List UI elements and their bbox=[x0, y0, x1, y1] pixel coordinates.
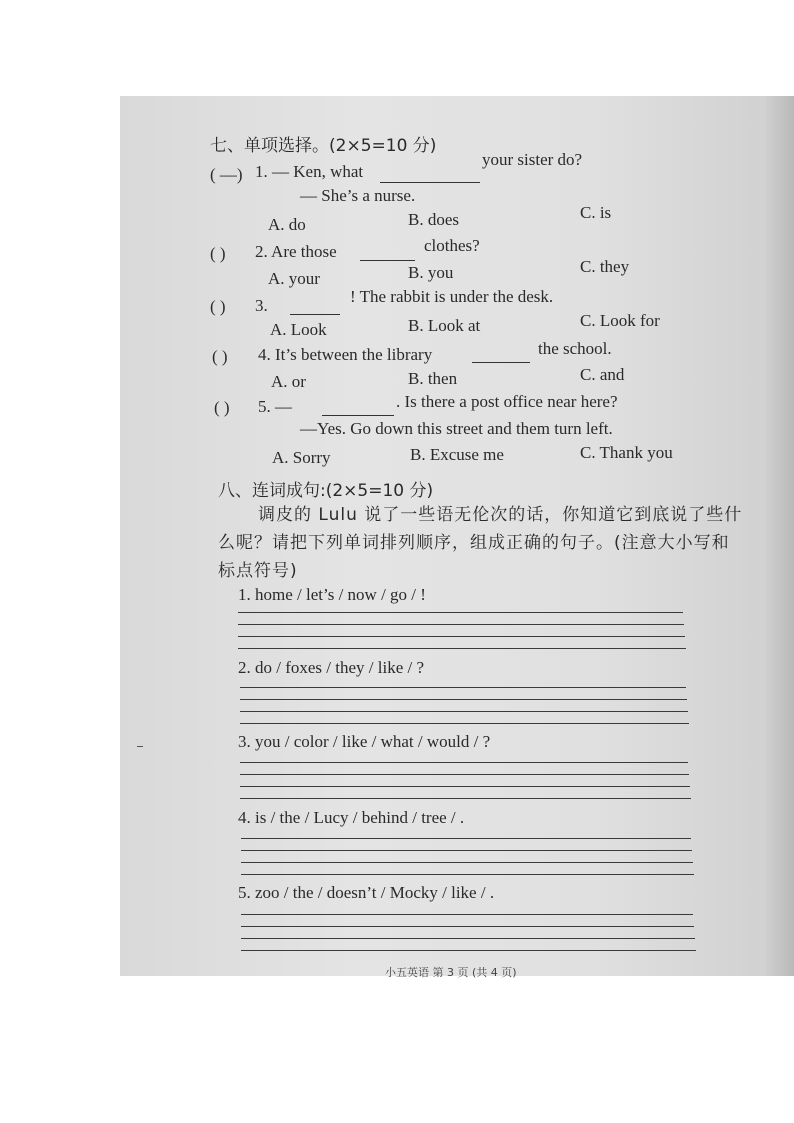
reorder-item-5: 5. zoo / the / doesn’t / Mocky / like / . bbox=[238, 883, 495, 902]
q4-option-a: A. or bbox=[271, 372, 306, 391]
q5-option-c: C. Thank you bbox=[580, 443, 673, 462]
answer-line bbox=[240, 798, 691, 799]
q5-paren: ( ) bbox=[214, 398, 230, 417]
q3-blank bbox=[290, 294, 340, 315]
reorder-item-3: 3. you / color / like / what / would / ? bbox=[238, 732, 491, 751]
answer-line bbox=[241, 950, 696, 951]
answer-line bbox=[240, 723, 689, 724]
q3-option-c: C. Look for bbox=[580, 311, 660, 330]
q2-option-c: C. they bbox=[580, 257, 630, 276]
q3-paren: ( ) bbox=[210, 297, 226, 316]
q1-paren: ( —) bbox=[210, 165, 243, 184]
answer-line bbox=[241, 838, 691, 839]
answer-line bbox=[240, 774, 689, 775]
reorder-item-1: 1. home / let’s / now / go / ! bbox=[238, 585, 426, 604]
answer-line bbox=[241, 874, 694, 875]
q5-option-b: B. Excuse me bbox=[410, 445, 504, 464]
answer-line bbox=[240, 687, 686, 688]
reorder-item-2: 2. do / foxes / they / like / ? bbox=[238, 658, 425, 677]
answer-line bbox=[241, 862, 693, 863]
answer-line bbox=[241, 938, 695, 939]
q2-stem-a: 2. Are those bbox=[255, 242, 337, 261]
answer-line bbox=[241, 914, 693, 915]
q2-option-a: A. your bbox=[268, 269, 320, 288]
section8-intro-line3: 标点符号) bbox=[218, 561, 298, 581]
answer-line bbox=[238, 648, 686, 649]
q4-option-b: B. then bbox=[408, 369, 458, 388]
answer-line bbox=[238, 612, 683, 613]
q1-blank bbox=[380, 162, 480, 183]
answer-line bbox=[241, 850, 692, 851]
q2-stem-b: clothes? bbox=[424, 236, 480, 255]
section8-intro-line2: 么呢？请把下列单词排列顺序，组成正确的句子。(注意大小写和 bbox=[218, 533, 730, 553]
q2-paren: ( ) bbox=[210, 244, 226, 263]
q3-option-a: A. Look bbox=[270, 320, 327, 339]
answer-line bbox=[240, 762, 688, 763]
q1-option-c: C. is bbox=[580, 203, 612, 222]
q4-stem-a: 4. It’s between the library bbox=[258, 345, 433, 364]
q1-option-b: B. does bbox=[408, 210, 459, 229]
q3-stem-a: 3. bbox=[255, 296, 268, 315]
answer-line bbox=[238, 624, 684, 625]
section7-title: 七、单项选择。(2×5=10 分) bbox=[210, 136, 437, 156]
q3-option-b: B. Look at bbox=[408, 316, 481, 335]
q5-option-a: A. Sorry bbox=[272, 448, 331, 467]
q4-stem-b: the school. bbox=[538, 339, 612, 358]
answer-line bbox=[238, 636, 685, 637]
q2-blank bbox=[360, 240, 415, 261]
page-edge-shadow bbox=[766, 96, 794, 976]
q2-option-b: B. you bbox=[408, 263, 454, 282]
q1-line2: — She’s a nurse. bbox=[300, 186, 416, 205]
q5-line2: —Yes. Go down this street and them turn left. bbox=[300, 419, 613, 438]
q4-blank bbox=[472, 342, 530, 363]
q1-stem-b: your sister do? bbox=[482, 150, 583, 169]
section8-intro-line1: 调皮的 Lulu 说了一些语无伦次的话，你知道它到底说了些什 bbox=[258, 505, 743, 525]
q5-stem-a: 5. — bbox=[258, 397, 292, 416]
section8-title: 八、连词成句:(2×5=10 分) bbox=[218, 481, 434, 501]
q4-paren: ( ) bbox=[212, 347, 228, 366]
q4-option-c: C. and bbox=[580, 365, 625, 384]
answer-line bbox=[240, 699, 687, 700]
reorder-item-4: 4. is / the / Lucy / behind / tree / . bbox=[238, 808, 465, 827]
q1-option-a: A. do bbox=[268, 215, 306, 234]
margin-mark bbox=[137, 746, 143, 747]
q5-stem-b: . Is there a post office near here? bbox=[396, 392, 618, 411]
page-footer: 小五英语 第 3 页 (共 4 页) bbox=[385, 966, 517, 979]
q1-stem-a: 1. — Ken, what bbox=[255, 162, 364, 181]
answer-line bbox=[240, 786, 690, 787]
answer-line bbox=[241, 926, 694, 927]
q5-blank bbox=[322, 395, 394, 416]
answer-line bbox=[240, 711, 688, 712]
q3-stem-b: ! The rabbit is under the desk. bbox=[350, 287, 554, 306]
